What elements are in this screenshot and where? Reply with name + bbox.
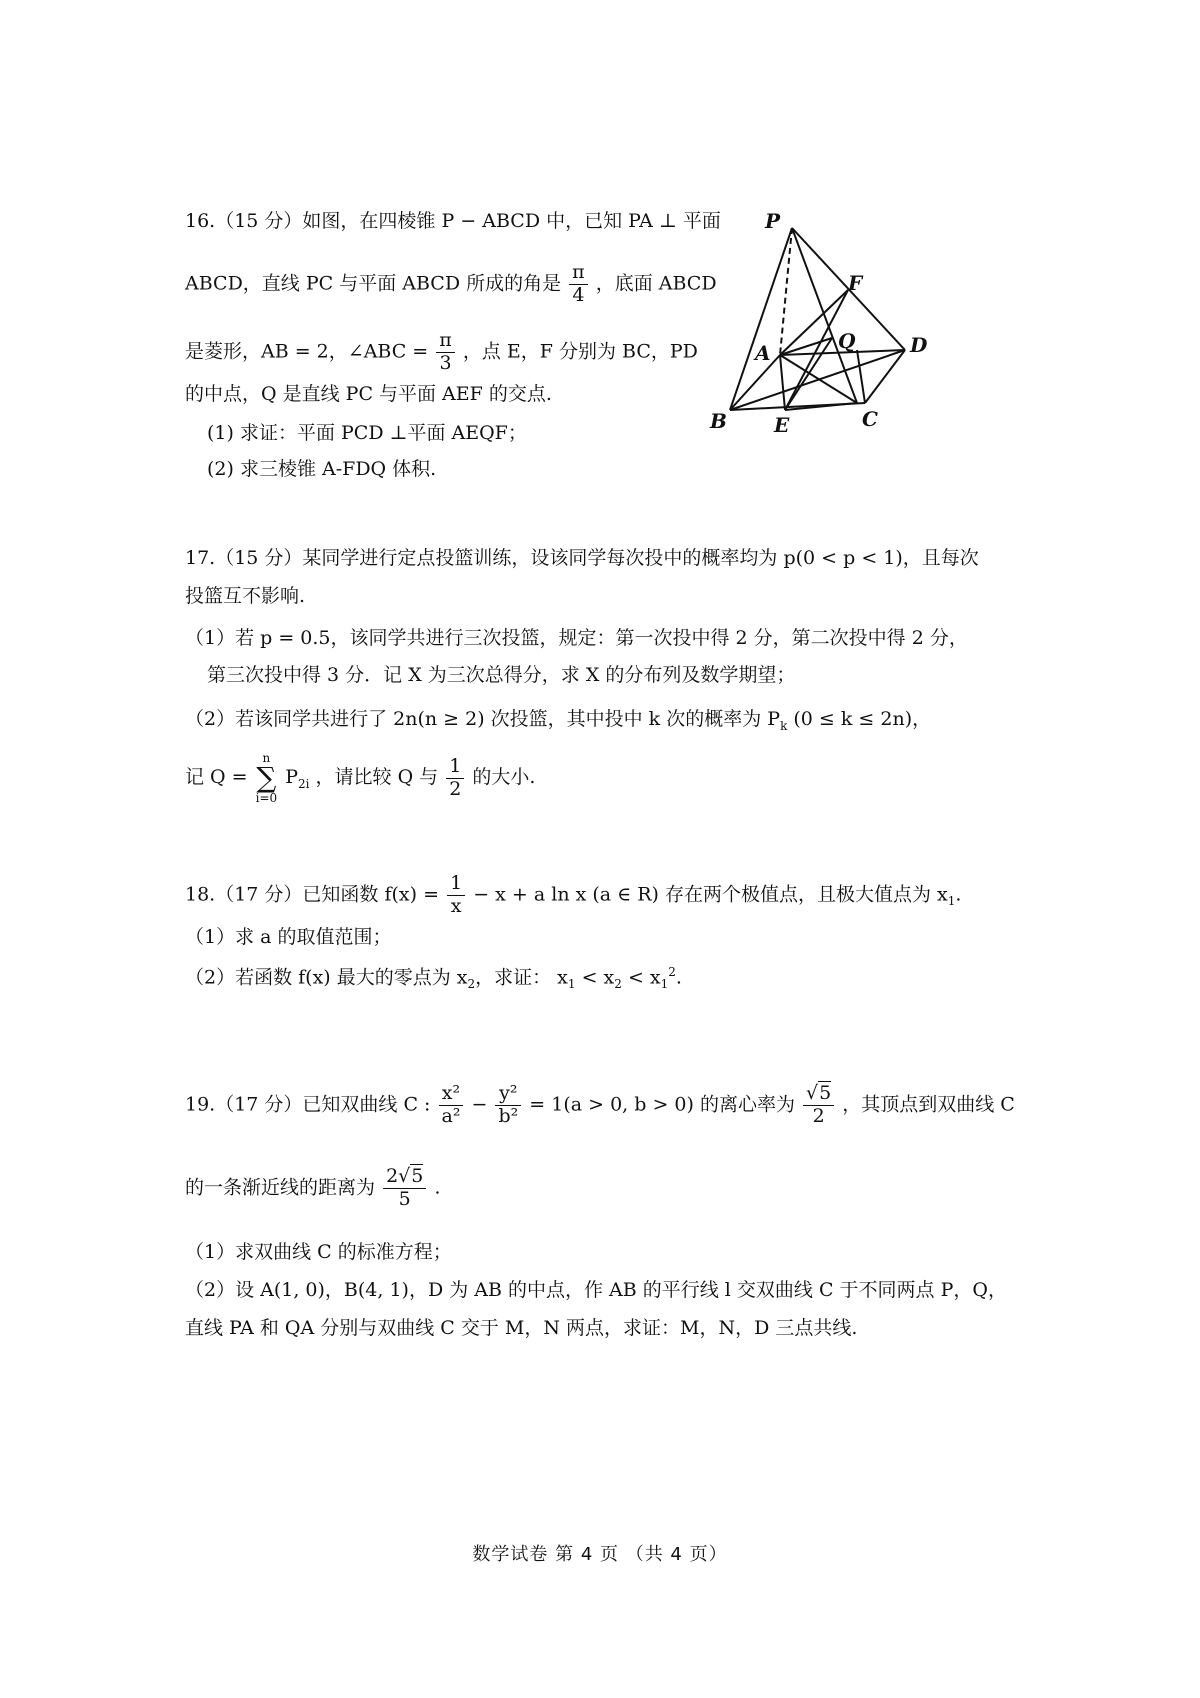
x1-subscript: 1 — [947, 894, 956, 909]
q19-line-2-text: 的一条渐近线的距离为 — [185, 1176, 376, 1199]
one-over-x-den: x — [450, 894, 462, 917]
q17-part-2b-end: 的大小. — [472, 766, 536, 788]
half-denominator: 2 — [449, 777, 462, 800]
ineq-lt-2: < x — [621, 966, 661, 989]
label-b: B — [710, 409, 727, 433]
q17-part-1a: （1）若 p = 0.5，该同学共进行三次投篮，规定：第一次投中得 2 分，第二次投中得 2 分， — [185, 627, 968, 649]
q16-line-3-end: ，点 E，F 分别为 BC，PD — [462, 340, 698, 363]
q19-line-1 — [185, 1083, 1015, 1128]
q18-part-2-prove: ，求证： x — [475, 966, 568, 989]
a2-denominator: a² — [441, 1104, 461, 1127]
x2-over-a2 — [439, 1083, 464, 1128]
x2-numerator: x² — [439, 1083, 464, 1106]
x2-subscript: 2 — [467, 977, 476, 992]
half-fraction — [446, 756, 464, 801]
sqrt-symbol: √ — [806, 1082, 819, 1104]
angle-abc-denominator: 3 — [439, 351, 452, 374]
q16-line-1: 16.（15 分）如图，在四棱锥 P − ABCD 中，已知 PA ⊥ 平面 — [185, 210, 721, 232]
q17-part-2a-text: （2）若该同学共进行了 2n(n ≥ 2) 次投篮，其中投中 k 次的概率为 P — [185, 708, 781, 730]
q18-part-1: （1）求 a 的取值范围； — [185, 926, 392, 948]
q17-part-2b — [185, 752, 535, 804]
q19-part-2b: 直线 PA 和 QA 分别与双曲线 C 交于 M，N 两点，求证：M，N，D 三点共线. — [185, 1317, 858, 1339]
y2-over-b2 — [495, 1083, 521, 1128]
label-e: E — [774, 413, 790, 437]
q19-line-1-end: ，其顶点到双曲线 C — [842, 1093, 1015, 1116]
summation — [256, 752, 278, 804]
q19-line-1-mid: = 1(a > 0, b > 0) 的离心率为 — [529, 1093, 795, 1116]
distance-fraction — [383, 1166, 426, 1211]
half-numerator: 1 — [446, 756, 464, 779]
ineq-square: 2 — [668, 965, 676, 979]
eccentricity-denominator: 2 — [812, 1104, 825, 1127]
q19-part-1: （1）求双曲线 C 的标准方程； — [185, 1241, 452, 1263]
angle-abc-fraction — [436, 330, 455, 375]
sum-lower: i=0 — [255, 791, 278, 805]
distance-coef: 2 — [386, 1165, 399, 1187]
q16-line-2 — [185, 262, 717, 307]
q17-part-2a-end: (0 ≤ k ≤ 2n)， — [787, 708, 932, 730]
distance-sqrt-symbol: √ — [398, 1165, 411, 1187]
q17-line-2: 投篮互不影响. — [185, 585, 306, 607]
q16-line-4: 的中点，Q 是直线 PC 与平面 AEF 的交点. — [185, 383, 552, 405]
angle-numerator: π — [569, 262, 588, 285]
q18-line-1-end: . — [955, 883, 962, 906]
eccentricity-fraction — [803, 1083, 834, 1128]
q18-part-2 — [185, 965, 682, 992]
q18-line-1-text: 18.（17 分）已知函数 f(x) = — [185, 883, 440, 906]
b2-denominator: b² — [498, 1104, 519, 1127]
sum-sigma: ∑ — [256, 761, 277, 794]
distance-denominator: 5 — [398, 1187, 411, 1210]
eccentricity-numerator — [803, 1083, 834, 1106]
angle-denominator: 4 — [572, 283, 585, 306]
q19-line-1-text: 19.（17 分）已知双曲线 C : — [185, 1093, 431, 1116]
sum-term: P — [285, 766, 298, 788]
q16-line-3-text: 是菱形，AB = 2，∠ABC = — [185, 340, 429, 363]
sum-term-sub: 2i — [298, 776, 310, 791]
one-over-x-num: 1 — [447, 873, 465, 896]
q19-line-2-end: . — [434, 1176, 441, 1199]
distance-numerator — [383, 1166, 426, 1189]
label-c: C — [862, 407, 878, 431]
q16-line-2-text: ABCD，直线 PC 与平面 ABCD 所成的角是 — [185, 272, 562, 295]
label-f: F — [848, 271, 863, 295]
pyramid-figure — [710, 209, 1030, 470]
q16-part-2: (2) 求三棱锥 A-FDQ 体积. — [207, 458, 437, 480]
q18-line-1-mid: − x + a ln x (a ∈ R) 存在两个极值点，且极大值点为 x — [473, 883, 948, 906]
q18-part-2-end: . — [675, 966, 682, 989]
q18-line-1 — [185, 873, 961, 918]
p-subscript-k: k — [780, 718, 788, 733]
label-p: P — [765, 209, 781, 233]
label-a: A — [755, 341, 771, 365]
sqrt-radicand: 5 — [819, 1082, 832, 1104]
y2-numerator: y² — [495, 1083, 521, 1106]
q19-line-2 — [185, 1166, 440, 1211]
q17-part-2b-mid: ，请比较 Q 与 — [315, 766, 439, 788]
page-footer: 数学试卷 第 4 页 （共 4 页） — [472, 1544, 728, 1565]
distance-radicand: 5 — [411, 1165, 424, 1187]
minus-sign: − — [471, 1093, 488, 1116]
ineq-x2-sub: 2 — [614, 977, 622, 992]
q19-part-2a: （2）设 A(1, 0)，B(4, 1)，D 为 AB 的中点，作 AB 的平行线 l 交双曲线 C 于不同两点 P，Q， — [185, 1279, 1007, 1301]
q16-line-2-end: ，底面 ABCD — [595, 272, 717, 295]
angle-fraction — [569, 262, 588, 307]
one-over-x — [447, 873, 465, 918]
ineq-x1-sub: 1 — [567, 977, 576, 992]
q17-part-2a — [185, 708, 931, 733]
ineq-x1b-sub: 1 — [660, 977, 669, 992]
sum-upper: n — [262, 751, 271, 765]
q17-part-1b: 第三次投中得 3 分．记 X 为三次总得分，求 X 的分布列及数学期望； — [207, 664, 796, 686]
ineq-lt-1: < x — [575, 966, 615, 989]
label-q: Q — [838, 329, 856, 353]
q16-line-3 — [185, 330, 698, 375]
q18-part-2-text: （2）若函数 f(x) 最大的零点为 x — [185, 966, 468, 989]
label-d: D — [910, 333, 928, 357]
q16-part-1: (1) 求证：平面 PCD ⊥平面 AEQF； — [207, 422, 527, 444]
angle-abc-numerator: π — [436, 330, 455, 353]
q17-line-1: 17.（15 分）某同学进行定点投篮训练，设该同学每次投中的概率均为 p(0 < p < 1)，且每次 — [185, 547, 979, 569]
q17-part-2b-pre: 记 Q = — [185, 766, 248, 788]
